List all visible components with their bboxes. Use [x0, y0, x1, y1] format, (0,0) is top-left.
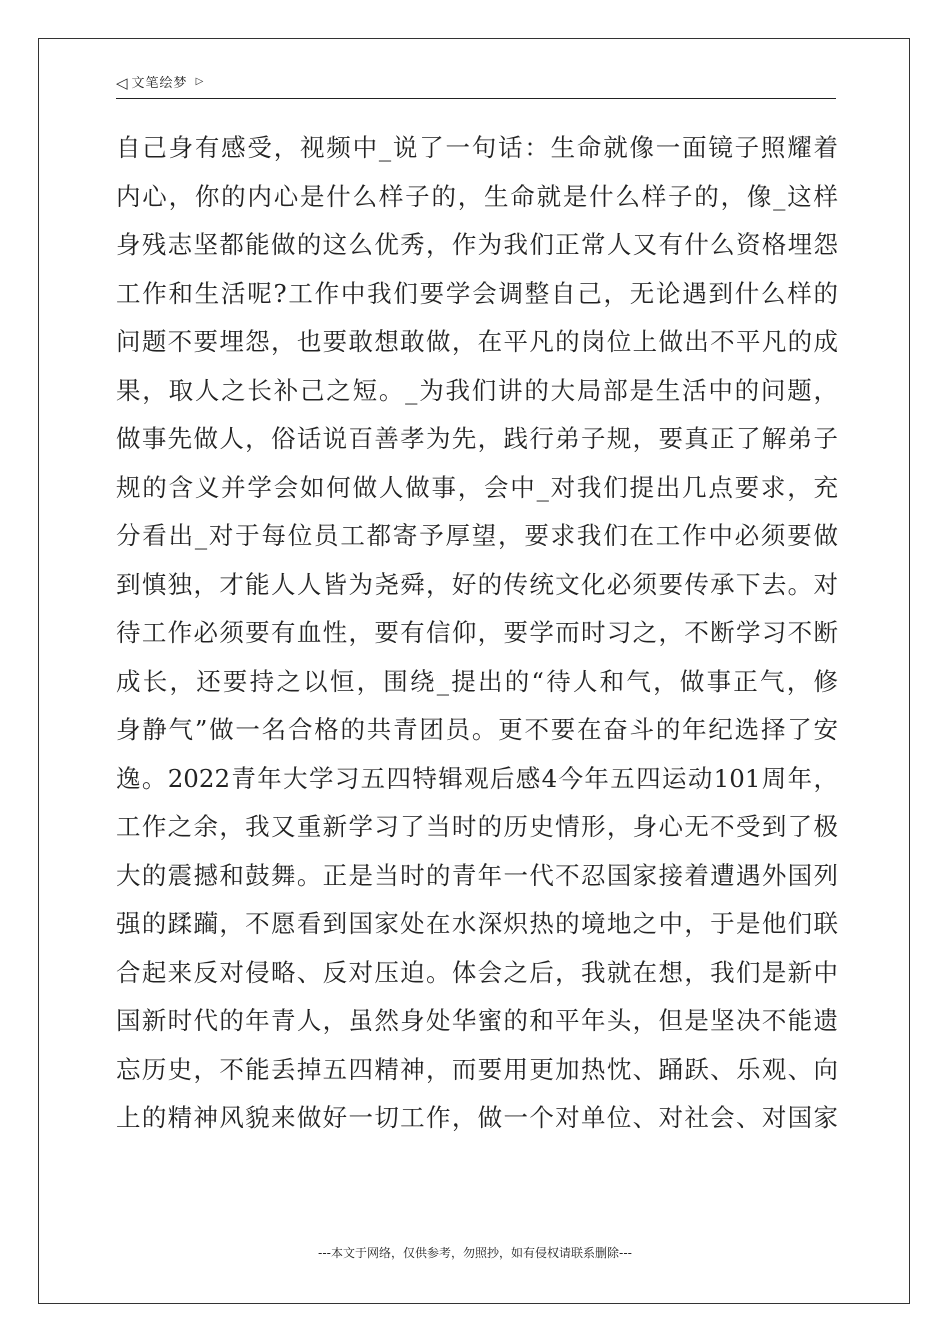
text-line: 工作之余，我又重新学习了当时的历史情形，身心无不受到了极: [116, 812, 838, 841]
text-line: 果，取人之长补己之短。_为我们讲的大局部是生活中的问题，: [116, 375, 838, 405]
text-line: 大的震撼和鼓舞。正是当时的青年一代不忍国家接着遭遇外国列: [116, 860, 838, 890]
text-line: 强的蹂躏，不愿看到国家处在水深炽热的境地之中，于是他们联: [116, 909, 838, 938]
text-line: 合起来反对侵略、反对压迫。体会之后，我就在想，我们是新中: [116, 957, 838, 987]
text-line: 分看出_对于每位员工都寄予厚望，要求我们在工作中必须要做: [116, 521, 838, 550]
text-line: 到慎独，才能人人皆为尧舜，好的传统文化必须要传承下去。对: [116, 569, 838, 599]
text-line: 逸。2022青年大学习五四特辑观后感4今年五四运动101周年，: [116, 763, 838, 793]
text-line: 忘历史，不能丢掉五四精神，而要用更加热忱、踊跃、乐观、向: [116, 1054, 838, 1084]
document-body: [116, 124, 838, 1143]
header-title: 文笔绘梦: [131, 76, 188, 91]
triangle-left-icon: ◁: [116, 74, 128, 92]
text-line: 身残志坚都能做的这么优秀，作为我们正常人又有什么资格埋怨: [116, 230, 838, 259]
triangle-right-icon: ▷: [195, 76, 204, 87]
page-footer: ---本文于网络，仅供参考，勿照抄，如有侵权请联系删除---: [318, 1246, 632, 1260]
text-line: 身静气”做一名合格的共青团员。更不要在奋斗的年纪选择了安: [116, 715, 838, 744]
text-line: 工作和生活呢?工作中我们要学会调整自己，无论遇到什么样的: [116, 278, 838, 308]
page-header: [116, 74, 836, 99]
text-line: 国新时代的年青人，虽然身处华蜜的和平年头，但是坚决不能遗: [116, 1006, 838, 1035]
text-line: 自己身有感受，视频中_说了一句话：生命就像一面镜子照耀着: [116, 133, 838, 162]
text-line: 规的含义并学会如何做人做事，会中_对我们提出几点要求，充: [116, 472, 838, 502]
text-line: 问题不要埋怨，也要敢想敢做，在平凡的岗位上做出不平凡的成: [116, 327, 838, 356]
text-line: 待工作必须要有血性，要有信仰，要学而时习之，不断学习不断: [116, 618, 838, 647]
text-line: 成长，还要持之以恒，围绕_提出的“待人和气，做事正气，修: [116, 666, 838, 696]
text-line: 做事先做人，俗话说百善孝为先，践行弟子规，要真正了解弟子: [116, 424, 838, 453]
text-line: 上的精神风貌来做好一切工作，做一个对单位、对社会、对国家: [116, 1103, 838, 1132]
text-line: 内心，你的内心是什么样子的，生命就是什么样子的，像_这样: [116, 181, 838, 211]
